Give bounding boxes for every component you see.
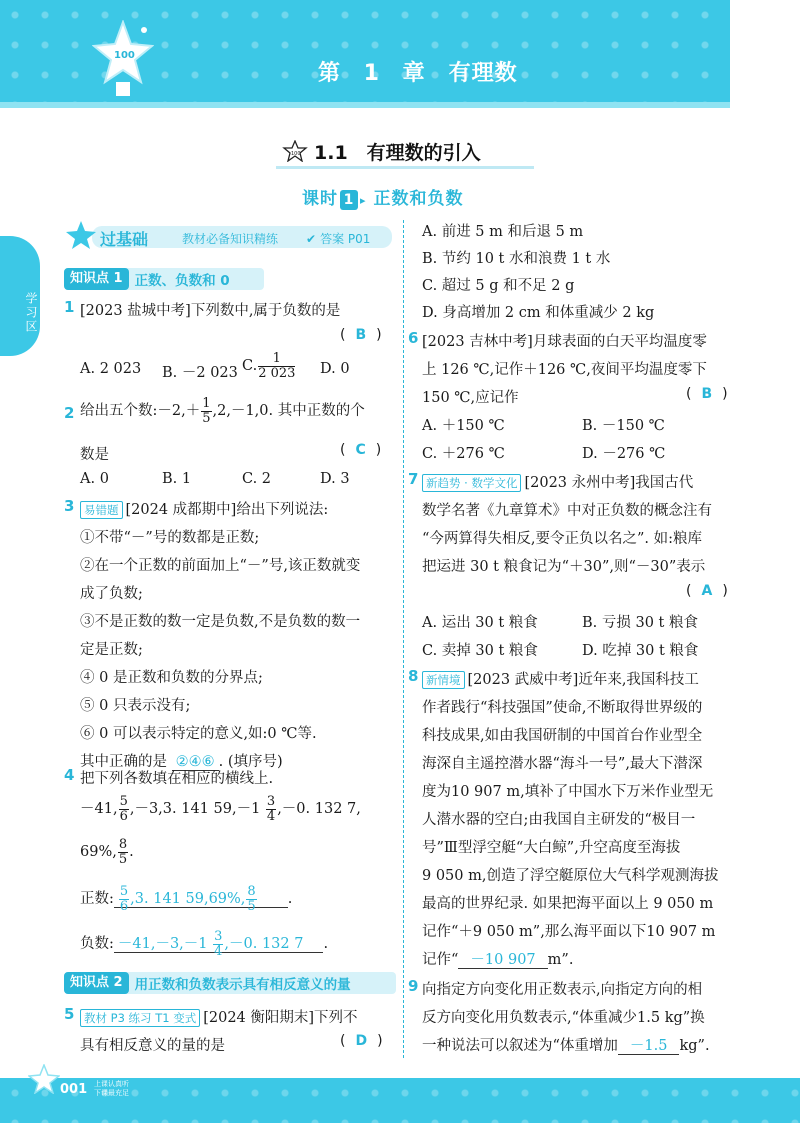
option-d: D. 身高增加 2 cm 和体重减少 2 kg — [422, 305, 655, 321]
statement: 定是正数; — [80, 642, 143, 658]
question-text: 9 050 m,创造了浮空艇原位大气科学观测海拔 — [422, 868, 719, 884]
page-number: 001 — [60, 1082, 88, 1097]
question-text: 作者践行“科技强国”使命,不断取得世界级的 — [422, 700, 703, 716]
statement: 成了负数; — [80, 586, 143, 602]
question-number: 5 — [64, 1005, 75, 1023]
lesson-title — [302, 184, 463, 210]
option-c: C. $\frac{1}{2 023}$ — [242, 351, 296, 381]
question-text: 度为10 907 m,填补了中国水下万米作业型无 — [422, 784, 714, 800]
answer-bracket: ( A ) — [686, 583, 728, 599]
lesson-number: 1 — [340, 190, 358, 210]
question-text: 新情境 [2023 武威中考]近年来,我国科技工 — [422, 668, 699, 689]
question-number: 4 — [64, 766, 75, 784]
question-text: 上 126 ℃,记作＋126 ℃,夜间平均温度零下 — [422, 362, 707, 378]
section-underline — [276, 166, 534, 169]
question-text: 易错题 [2024 成都期中]给出下列说法: — [80, 498, 328, 519]
statement: ④ 0 是正数和负数的分界点; — [80, 670, 263, 686]
svg-text:100: 100 — [291, 151, 301, 157]
question-text: 海深自主遥控潜水器“海斗一号”,最大下潜深 — [422, 756, 703, 772]
statement: ①不带“－”号的数都是正数; — [80, 530, 260, 546]
knowledge-point-text: 用正数和负数表示具有相反意义的量 — [134, 977, 351, 993]
answer-fill: $\frac{5}{6}$ ,3. 141 59,69%, $\frac{8}{5}$ — [114, 891, 288, 908]
foundation-label: 过基础 — [100, 230, 149, 249]
answer-line: 一种说法可以叙述为“体重增加 －1.5 kg”. — [422, 1038, 710, 1054]
option-a: A. 0 — [80, 471, 109, 487]
option-c: C. 超过 5 g 和不足 2 g — [422, 278, 575, 294]
negative-answer: 负数: －41,－3,－1 $\frac{3}{4}$ ,－0. 132 7 . — [80, 929, 329, 959]
statement: ⑥ 0 可以表示特定的意义,如:0 ℃等. — [80, 726, 317, 742]
knowledge-point-text: 正数、负数和 0 — [134, 273, 230, 289]
column-divider — [403, 220, 404, 1058]
difficulty-badge: 易错题 — [80, 501, 123, 519]
question-text: “今两算得失相反,要令正负以名之”. 如:粮库 — [422, 531, 703, 547]
question-number: 1 — [64, 298, 75, 316]
knowledge-point-tag: 知识点 1 — [64, 268, 129, 290]
answer-bracket: ( D ) — [340, 1033, 383, 1049]
option-a: A. 前进 5 m 和后退 5 m — [422, 224, 584, 240]
answer-reference: ✔ 答案 P01 — [306, 232, 371, 246]
question-text: 把下列各数填在相应的横线上. — [80, 771, 274, 787]
answer-line: 记作“ －10 907 m”. — [422, 952, 574, 968]
question-number: 9 — [408, 977, 419, 995]
check-icon: ✔ — [306, 232, 317, 246]
question-text: 反方向变化用负数表示,“体重减少1.5 kg”换 — [422, 1010, 705, 1026]
question-text-line2: 具有相反意义的量的是 — [80, 1038, 225, 1054]
foundation-banner — [64, 220, 394, 250]
answer-fill: －10 907 — [458, 952, 547, 969]
question-number: 7 — [408, 470, 419, 488]
positive-answer: 正数: $\frac{5}{6}$ ,3. 141 59,69%, $\frac{8}{5}$ . — [80, 884, 293, 914]
answer-bracket: ( C ) — [340, 442, 382, 458]
lesson-prefix: 课时 — [302, 189, 338, 209]
mascot-icon — [28, 1064, 60, 1094]
foundation-subtitle: 教材必备知识精练 — [182, 232, 279, 246]
question-number: 3 — [64, 497, 75, 515]
statement: ③不是正数的数一定是负数,不是负数的数一 — [80, 614, 361, 630]
question-text: 向指定方向变化用正数表示,向指定方向的相 — [422, 982, 703, 998]
number-list-row2: 69%, $\frac{8}{5}$ . — [80, 837, 134, 867]
side-tab-study-area: 学习区 — [0, 236, 40, 356]
option-b: B. 节约 10 t 水和浪费 1 t 水 — [422, 251, 611, 267]
question-text: 给出五个数:－2,＋ $\frac{1}{5}$ ,2,－1,0. 其中正数的个 — [80, 396, 365, 426]
question-text: [2023 盐城中考]下列数中,属于负数的是 — [80, 303, 341, 319]
question-text: 把运进 30 t 粮食记为“＋30”,则“－30”表示 — [422, 559, 706, 575]
question-text: 号”Ⅲ型浮空艇“大白鲸”,升空高度至海拔 — [422, 840, 681, 856]
question-text-line2: 数是 — [80, 447, 109, 463]
question-number: 8 — [408, 667, 419, 685]
star-mascot-icon — [92, 20, 154, 100]
svg-text:100: 100 — [114, 50, 135, 61]
answer-bracket: ( B ) — [340, 327, 382, 343]
answer-bracket: ( B ) — [686, 386, 728, 402]
statement: ②在一个正数的前面加上“－”号,该正数就变 — [80, 558, 361, 574]
answer-fill: －1.5 — [618, 1038, 680, 1055]
option-d: D. －276 ℃ — [582, 446, 666, 462]
question-text: 150 ℃,应记作 — [422, 390, 519, 406]
answer-line: 其中正确的是 ②④⑥ . (填序号) — [80, 754, 283, 770]
answer-fill: ②④⑥ — [172, 754, 219, 771]
option-b: B. －150 ℃ — [582, 418, 665, 434]
question-text: 记作“＋9 050 m”,那么海平面以下10 907 m — [422, 924, 716, 940]
statement: ⑤ 0 只表示没有; — [80, 698, 191, 714]
question-number: 2 — [64, 404, 75, 422]
question-text: 科技成果,如由我国研制的中国首台作业型全 — [422, 728, 703, 744]
option-b: B. 亏损 30 t 粮食 — [582, 615, 698, 631]
page-slogan: 上课认真听 下课最充足 — [94, 1080, 129, 1097]
section-title: 1.1 有理数的引入 — [314, 142, 481, 164]
option-c: C. ＋276 ℃ — [422, 446, 505, 462]
lesson-name: 正数和负数 — [373, 189, 464, 209]
option-a: A. 2 023 — [80, 361, 142, 377]
question-text: 人潜水器的空白;由我国自主研发的“极目一 — [422, 812, 696, 828]
option-d: D. 吃掉 30 t 粮食 — [582, 643, 699, 659]
question-text: 最高的世界纪录. 如果把海平面以上 9 050 m — [422, 896, 714, 912]
knowledge-point-2 — [64, 972, 396, 994]
option-d: D. 3 — [320, 471, 350, 487]
option-a: A. ＋150 ℃ — [422, 418, 505, 434]
source-badge: 教材 P3 练习 T1 变式 — [80, 1009, 200, 1027]
option-d: D. 0 — [320, 361, 350, 377]
knowledge-point-tag: 知识点 2 — [64, 972, 129, 994]
question-text: 教材 P3 练习 T1 变式 [2024 衡阳期末]下列不 — [80, 1006, 358, 1027]
number-list-row1: －41, $\frac{5}{6}$ ,－3,3. 141 59,－1 $\frac{3}{4}$ ,－0. 132 7, — [80, 794, 361, 824]
option-c: C. 2 — [242, 471, 272, 487]
question-text: 数学名著《九章算术》中对正负数的概念注有 — [422, 503, 712, 519]
mascot-icon — [64, 220, 98, 250]
knowledge-point-1 — [64, 268, 264, 290]
arrow-icon: ▸ — [360, 194, 367, 207]
context-badge: 新情境 — [422, 671, 465, 689]
question-number: 6 — [408, 329, 419, 347]
option-c: C. 卖掉 30 t 粮食 — [422, 643, 538, 659]
question-text: 新趋势 · 数学文化 [2023 永州中考]我国古代 — [422, 471, 693, 492]
chapter-title: 第 1 章 有理数 — [318, 61, 518, 86]
option-b: B. 1 — [162, 471, 192, 487]
option-b: B. －2 023 — [162, 365, 238, 381]
answer-fill: －41,－3,－1 $\frac{3}{4}$ ,－0. 132 7 — [114, 936, 324, 953]
trend-badge: 新趋势 · 数学文化 — [422, 474, 521, 492]
question-text: [2023 吉林中考]月球表面的白天平均温度零 — [422, 334, 707, 350]
option-a: A. 运出 30 t 粮食 — [422, 615, 538, 631]
